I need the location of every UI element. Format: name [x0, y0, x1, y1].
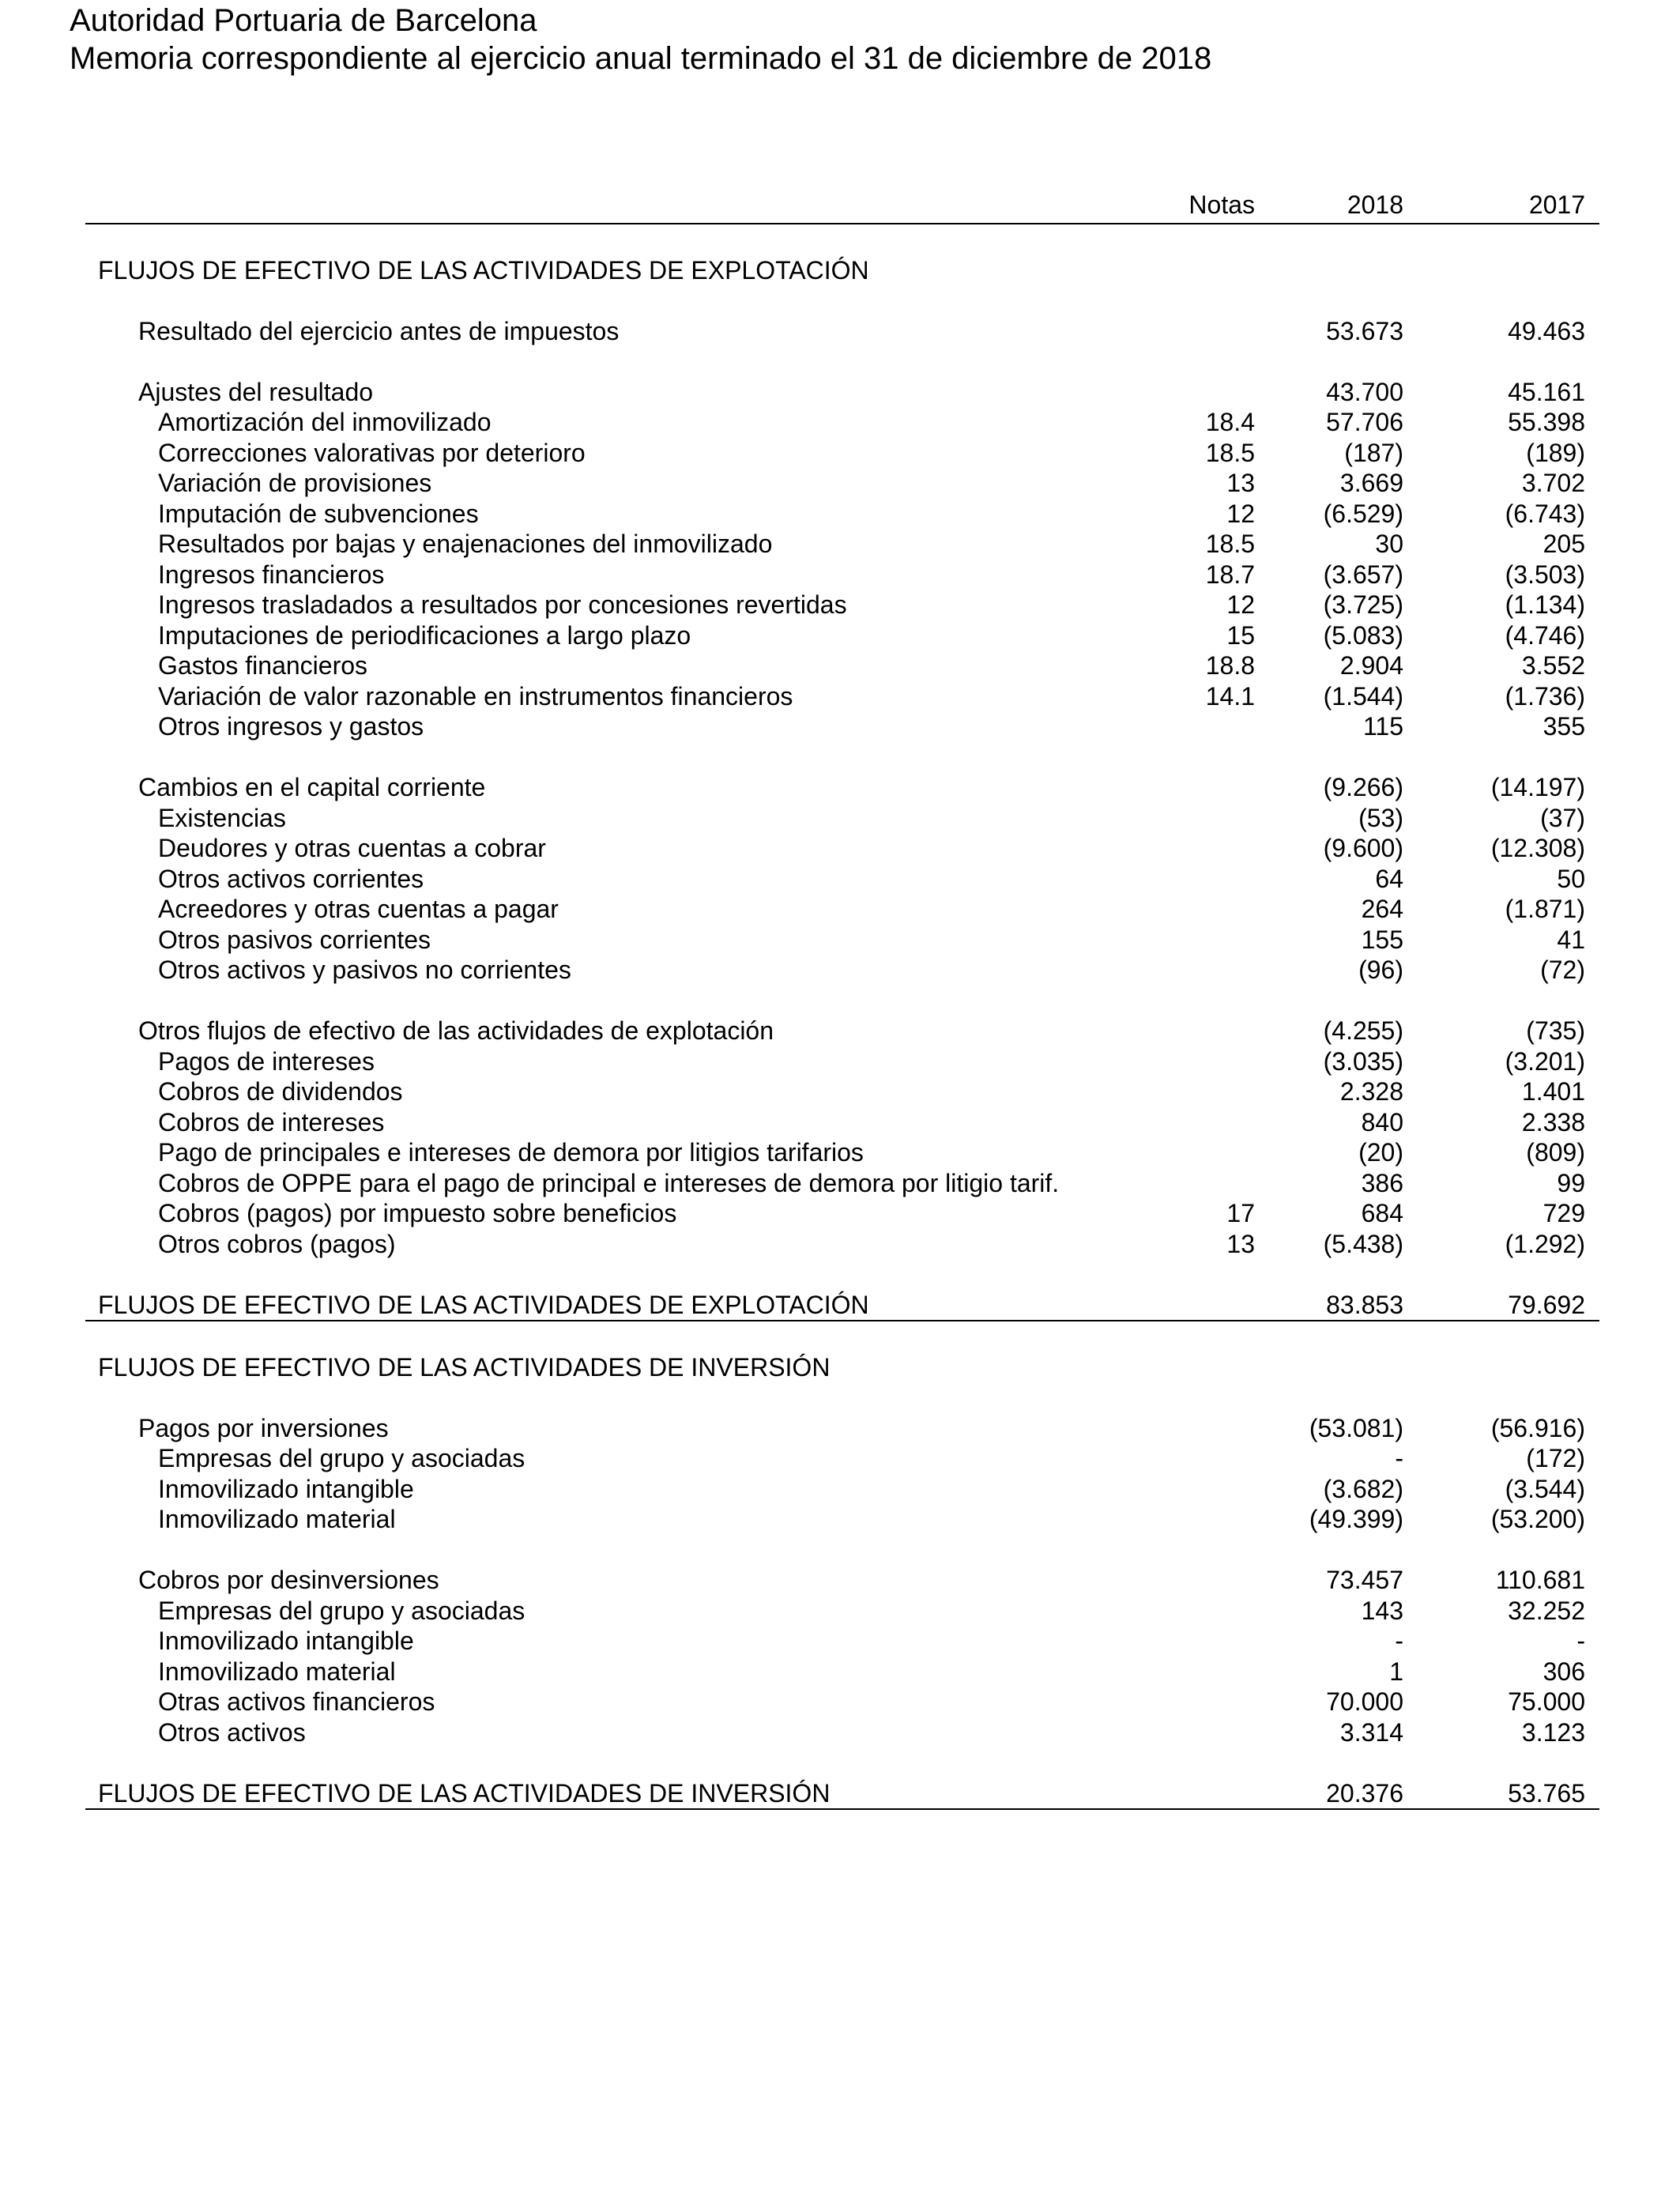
row-label: Cobros por desinversiones	[138, 1566, 439, 1594]
total-row	[85, 1290, 1599, 1322]
spacer-row	[85, 1259, 1599, 1290]
row-value-2017: (14.197)	[1490, 773, 1585, 801]
row-label: Pagos de intereses	[158, 1046, 375, 1076]
row-value-2017: 205	[1543, 530, 1585, 558]
table-row	[85, 590, 1599, 620]
table-row	[85, 864, 1599, 895]
row-value-2017: (53.200)	[1490, 1505, 1585, 1533]
row-value-2018: 3.669	[1339, 469, 1403, 497]
row-value-2018: (49.399)	[1309, 1505, 1403, 1533]
spacer-row	[85, 1535, 1599, 1566]
row-value-2018: (20)	[1358, 1138, 1403, 1167]
row-notes: 18.5	[1205, 438, 1255, 467]
row-value-2018: (3.035)	[1323, 1046, 1403, 1076]
row-value-2017: 49.463	[1508, 316, 1585, 345]
row-label: Empresas del grupo y asociadas	[158, 1596, 525, 1625]
row-label: Existencias	[158, 803, 286, 832]
table-row	[85, 833, 1599, 864]
row-notes: 18.5	[1205, 530, 1255, 558]
row-label: FLUJOS DE EFECTIVO DE LAS ACTIVIDADES DE INVERSIÓN	[98, 1778, 831, 1808]
subtotal-row	[85, 1565, 1599, 1596]
row-label: Inmovilizado material	[158, 1657, 396, 1686]
row-value-2017: (3.503)	[1505, 560, 1585, 589]
column-header-2018: 2018	[1347, 190, 1403, 219]
row-value-2017: (6.743)	[1505, 499, 1585, 528]
row-label: Resultados por bajas y enajenaciones del inmovilizado	[158, 530, 773, 558]
table-row	[85, 1596, 1599, 1627]
spacer-row	[85, 285, 1599, 316]
table-row	[85, 1046, 1599, 1077]
table-row	[85, 438, 1599, 469]
spacer-row	[85, 224, 1599, 255]
row-label: Otros pasivos corrientes	[158, 925, 431, 954]
table-row	[85, 1474, 1599, 1505]
row-value-2017: 53.765	[1508, 1778, 1585, 1808]
row-label: Ingresos trasladados a resultados por concesiones revertidas	[158, 590, 847, 619]
row-value-2018: (53.081)	[1309, 1413, 1403, 1442]
row-value-2018: -	[1395, 1627, 1403, 1655]
row-value-2017: (72)	[1540, 956, 1585, 984]
row-value-2017: 729	[1543, 1199, 1585, 1227]
row-value-2018: 143	[1361, 1596, 1403, 1625]
cash-flow-table	[85, 187, 1599, 1810]
table-row	[85, 650, 1599, 681]
row-notes: 12	[1226, 590, 1255, 619]
row-value-2017: 79.692	[1508, 1290, 1585, 1319]
table-row	[85, 1137, 1599, 1168]
row-notes: 18.8	[1205, 651, 1255, 680]
row-value-2018: (1.544)	[1323, 681, 1403, 711]
row-value-2017: (189)	[1526, 438, 1585, 467]
row-label: Gastos financieros	[158, 651, 368, 680]
row-value-2018: (187)	[1344, 438, 1403, 467]
spacer-row	[85, 1747, 1599, 1778]
column-header-2017: 2017	[1528, 190, 1585, 219]
subtotal-row	[85, 1016, 1599, 1046]
row-value-2018: 70.000	[1326, 1687, 1403, 1716]
table-row	[85, 1717, 1599, 1748]
column-header-row	[85, 187, 1599, 224]
row-notes: 18.4	[1205, 408, 1255, 436]
row-label: Cambios en el capital corriente	[138, 773, 486, 801]
table-row	[85, 1687, 1599, 1717]
subtotal-row	[85, 377, 1599, 408]
row-value-2018: (4.255)	[1323, 1016, 1403, 1045]
row-value-2017: 3.702	[1521, 469, 1585, 497]
row-label: Pago de principales e intereses de demora por litigios tarifarios	[158, 1138, 864, 1167]
row-value-2017: (172)	[1526, 1444, 1585, 1472]
row-label: Otras activos financieros	[158, 1687, 435, 1716]
table-row	[85, 955, 1599, 986]
row-value-2017: (1.736)	[1505, 681, 1585, 711]
row-value-2018: 64	[1375, 864, 1403, 893]
row-label: Variación de valor razonable en instrumentos financieros	[158, 681, 793, 711]
row-value-2017: 110.681	[1495, 1566, 1585, 1594]
row-value-2017: (12.308)	[1490, 834, 1585, 862]
row-value-2018: 3.314	[1339, 1717, 1403, 1747]
row-label: Imputación de subvenciones	[158, 499, 479, 528]
row-value-2017: (735)	[1526, 1016, 1585, 1045]
table-row	[85, 529, 1599, 560]
table-row	[85, 468, 1599, 499]
row-label: Ajustes del resultado	[138, 377, 374, 406]
row-notes: 12	[1226, 499, 1255, 528]
row-value-2017: 45.161	[1508, 377, 1585, 406]
row-value-2017: 2.338	[1521, 1107, 1585, 1137]
row-label: Otros ingresos y gastos	[158, 712, 424, 741]
row-value-2017: 32.252	[1508, 1596, 1585, 1625]
row-label: FLUJOS DE EFECTIVO DE LAS ACTIVIDADES DE INVERSIÓN	[98, 1352, 831, 1382]
row-label: Amortización del inmovilizado	[158, 408, 492, 436]
row-value-2017: 55.398	[1508, 408, 1585, 436]
total-row	[85, 1778, 1599, 1811]
spacer-row	[85, 986, 1599, 1016]
row-value-2018: 2.904	[1339, 651, 1403, 680]
table-row	[85, 1443, 1599, 1474]
table-row	[85, 1504, 1599, 1535]
row-label: Pagos por inversiones	[138, 1413, 389, 1442]
row-value-2018: (5.083)	[1323, 620, 1403, 650]
row-value-2017: (3.201)	[1505, 1046, 1585, 1076]
table-row	[85, 499, 1599, 530]
row-value-2018: 57.706	[1326, 408, 1403, 436]
section-heading-row	[85, 255, 1599, 286]
row-value-2017: (1.292)	[1505, 1229, 1585, 1258]
row-value-2018: 2.328	[1339, 1077, 1403, 1106]
table-row	[85, 1107, 1599, 1138]
table-body	[85, 224, 1599, 1810]
row-label: Inmovilizado intangible	[158, 1474, 414, 1503]
row-notes: 15	[1226, 620, 1255, 650]
row-value-2017: -	[1576, 1627, 1585, 1655]
row-label: Otros activos	[158, 1717, 306, 1747]
section-heading-row	[85, 1352, 1599, 1383]
subtotal-row	[85, 1413, 1599, 1444]
row-value-2018: 83.853	[1326, 1290, 1403, 1319]
report-subtitle: Memoria correspondiente al ejercicio anual terminado el 31 de diciembre de 2018	[70, 41, 1212, 76]
row-label: Otros flujos de efectivo de las actividades de explotación	[138, 1016, 774, 1045]
table-row	[85, 1198, 1599, 1229]
table-row	[85, 620, 1599, 651]
row-value-2018: 840	[1361, 1107, 1403, 1137]
row-label: Otros activos y pasivos no corrientes	[158, 956, 571, 984]
row-label: Resultado del ejercicio antes de impuestos	[138, 316, 620, 345]
row-label: Inmovilizado material	[158, 1505, 396, 1533]
row-value-2017: 1.401	[1521, 1077, 1585, 1106]
row-value-2017: 3.552	[1521, 651, 1585, 680]
row-value-2017: 99	[1557, 1168, 1585, 1197]
row-value-2017: (809)	[1526, 1138, 1585, 1167]
row-value-2018: (3.725)	[1323, 590, 1403, 619]
row-value-2017: 41	[1557, 925, 1585, 954]
row-value-2018: 53.673	[1326, 316, 1403, 345]
table-row	[85, 681, 1599, 712]
table-row	[85, 711, 1599, 742]
row-value-2017: (1.871)	[1505, 895, 1585, 923]
row-notes: 18.7	[1205, 560, 1255, 589]
table-row	[85, 1229, 1599, 1260]
row-label: FLUJOS DE EFECTIVO DE LAS ACTIVIDADES DE EXPLOTACIÓN	[98, 1290, 869, 1319]
subtotal-row	[85, 316, 1599, 347]
row-value-2018: 264	[1361, 895, 1403, 923]
row-value-2018: (5.438)	[1323, 1229, 1403, 1258]
row-value-2018: (96)	[1358, 956, 1403, 984]
row-label: Correcciones valorativas por deterioro	[158, 438, 586, 467]
row-value-2018: (53)	[1358, 803, 1403, 832]
spacer-row	[85, 346, 1599, 377]
row-label: Ingresos financieros	[158, 560, 385, 589]
row-notes: 13	[1226, 1229, 1255, 1258]
row-value-2017: 50	[1557, 864, 1585, 893]
row-notes: 13	[1226, 469, 1255, 497]
row-value-2017: (3.544)	[1505, 1474, 1585, 1503]
row-value-2018: (9.600)	[1323, 834, 1403, 862]
row-value-2017: (56.916)	[1490, 1413, 1585, 1442]
row-value-2018: 1	[1389, 1657, 1403, 1686]
row-label: Otros activos corrientes	[158, 864, 424, 893]
column-header-notes: Notas	[1188, 190, 1255, 219]
spacer-row	[85, 742, 1599, 773]
row-value-2017: 75.000	[1508, 1687, 1585, 1716]
table-row	[85, 803, 1599, 834]
spacer-row	[85, 1321, 1599, 1352]
row-value-2018: 115	[1362, 712, 1403, 741]
row-label: FLUJOS DE EFECTIVO DE LAS ACTIVIDADES DE EXPLOTACIÓN	[98, 255, 869, 285]
row-label: Otros cobros (pagos)	[158, 1229, 396, 1258]
row-label: Variación de provisiones	[158, 469, 432, 497]
row-value-2018: 43.700	[1326, 377, 1403, 406]
table-row	[85, 925, 1599, 956]
row-value-2017: (37)	[1540, 803, 1585, 832]
row-notes: 14.1	[1205, 681, 1255, 711]
row-value-2018: 73.457	[1326, 1566, 1403, 1594]
row-label: Cobros de intereses	[158, 1107, 385, 1137]
row-label: Cobros (pagos) por impuesto sobre beneficios	[158, 1199, 677, 1227]
row-value-2017: 3.123	[1521, 1717, 1585, 1747]
row-label: Cobros de dividendos	[158, 1077, 403, 1106]
row-value-2018: 20.376	[1326, 1778, 1403, 1808]
row-value-2018: 155	[1361, 925, 1403, 954]
row-value-2018: (6.529)	[1323, 499, 1403, 528]
row-value-2017: (1.134)	[1505, 590, 1585, 619]
row-value-2018: (3.682)	[1323, 1474, 1403, 1503]
row-value-2018: -	[1395, 1444, 1403, 1472]
row-label: Empresas del grupo y asociadas	[158, 1444, 525, 1472]
row-label: Deudores y otras cuentas a cobrar	[158, 834, 546, 862]
spacer-row	[85, 1382, 1599, 1413]
table-row	[85, 894, 1599, 925]
row-value-2018: 386	[1361, 1168, 1403, 1197]
row-label: Acreedores y otras cuentas a pagar	[158, 895, 559, 923]
row-value-2017: (4.746)	[1505, 620, 1585, 650]
row-value-2017: 306	[1543, 1657, 1585, 1686]
row-label: Inmovilizado intangible	[158, 1627, 414, 1655]
row-label: Cobros de OPPE para el pago de principal e intereses de demora por litigio tarif.	[158, 1168, 1060, 1197]
table-row	[85, 1657, 1599, 1687]
table-row	[85, 1626, 1599, 1657]
row-notes: 17	[1226, 1199, 1255, 1227]
row-value-2018: 30	[1375, 530, 1403, 558]
table-row	[85, 560, 1599, 590]
table-row	[85, 1168, 1599, 1199]
row-value-2018: 684	[1361, 1199, 1403, 1227]
row-label: Imputaciones de periodificaciones a largo plazo	[158, 620, 691, 650]
company-name: Autoridad Portuaria de Barcelona	[70, 3, 537, 38]
table-row	[85, 1076, 1599, 1107]
row-value-2018: (3.657)	[1323, 560, 1403, 589]
row-value-2017: 355	[1543, 712, 1585, 741]
subtotal-row	[85, 772, 1599, 803]
table-row	[85, 407, 1599, 438]
row-value-2018: (9.266)	[1323, 773, 1403, 801]
